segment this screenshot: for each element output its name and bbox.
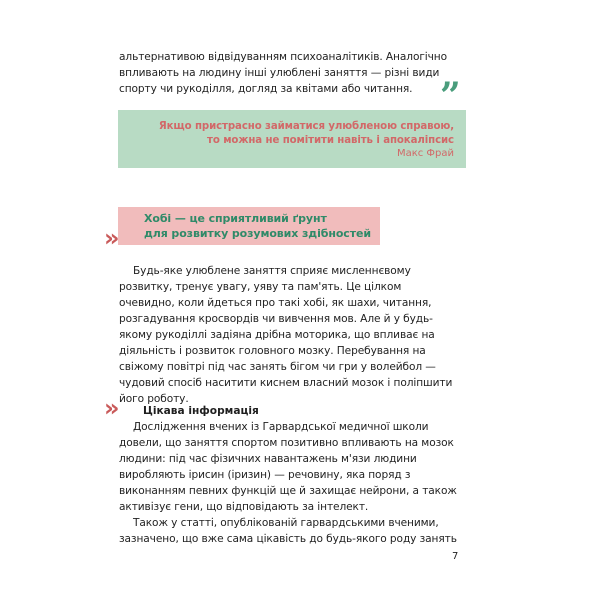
intro-paragraph <box>119 49 459 97</box>
section-heading-box <box>118 207 380 245</box>
info-title: Цікава інформація <box>143 405 259 417</box>
section-heading-line-2: для розвитку розумових здібностей <box>144 227 371 240</box>
info-paragraph-2 <box>119 515 459 547</box>
section-heading-line-1: Хобі — це сприятливий ґрунт <box>144 212 327 225</box>
quote-text <box>159 120 454 147</box>
quote-box <box>118 110 466 168</box>
main-paragraph <box>119 263 459 407</box>
info-chevron-double-icon: » <box>104 394 112 422</box>
info-paragraph-1 <box>119 419 459 515</box>
chevron-double-icon: » <box>104 224 112 252</box>
page-number: 7 <box>452 551 459 562</box>
info-paragraph-2-text: Також у статті, опублікованій гарвардськими вченими, зазначено, що вже сама цікавість до будь-якого роду занять <box>119 517 457 545</box>
main-paragraph-text: Будь-яке улюблене заняття сприяє мисленнєвому розвитку, тренує увагу, уяву та пам'ять. Це цілком очевидно, коли йдеться про такі хобі, як шахи, читання, розгадування кросвордів чи вивчення мов. Але й у будь-якому рукоділлі задіяна дрібна моторика, що впливає на діяльність і розвиток головного мозку. Перебування на свіжому повітрі під час занять бігом чи гри у волейбол — чудовий спосіб наситити киснем власний мозок і поліпшити його роботу. <box>119 265 453 405</box>
quote-author: Макс Фрай <box>396 148 454 159</box>
quote-line-2: то можна не помітити навіть і апокаліпсис <box>207 134 454 146</box>
intro-paragraph-text: альтернативою відвідуванням психоаналітиків. Аналогічно впливають на людину інші улюблені заняття — різні види спорту чи рукоділля, догляд за квітами або читання. <box>119 51 447 95</box>
quote-line-1: Якщо пристрасно займатися улюбленою справою, <box>158 121 454 132</box>
info-paragraph-1-text: Дослідження вчених із Гарвардської медичної школи довели, що заняття спортом позитивно впливають на мозок людини: під час фізичних навантажень м'язи людини виробляють ірисин (іризин) — речовину, яка поряд з виконанням певних функцій ще й захищає нейрони, а також активізує гени, що відповідають за інтелект. <box>119 421 457 513</box>
section-heading <box>144 211 371 241</box>
quote-mark-icon: ” <box>440 75 461 117</box>
